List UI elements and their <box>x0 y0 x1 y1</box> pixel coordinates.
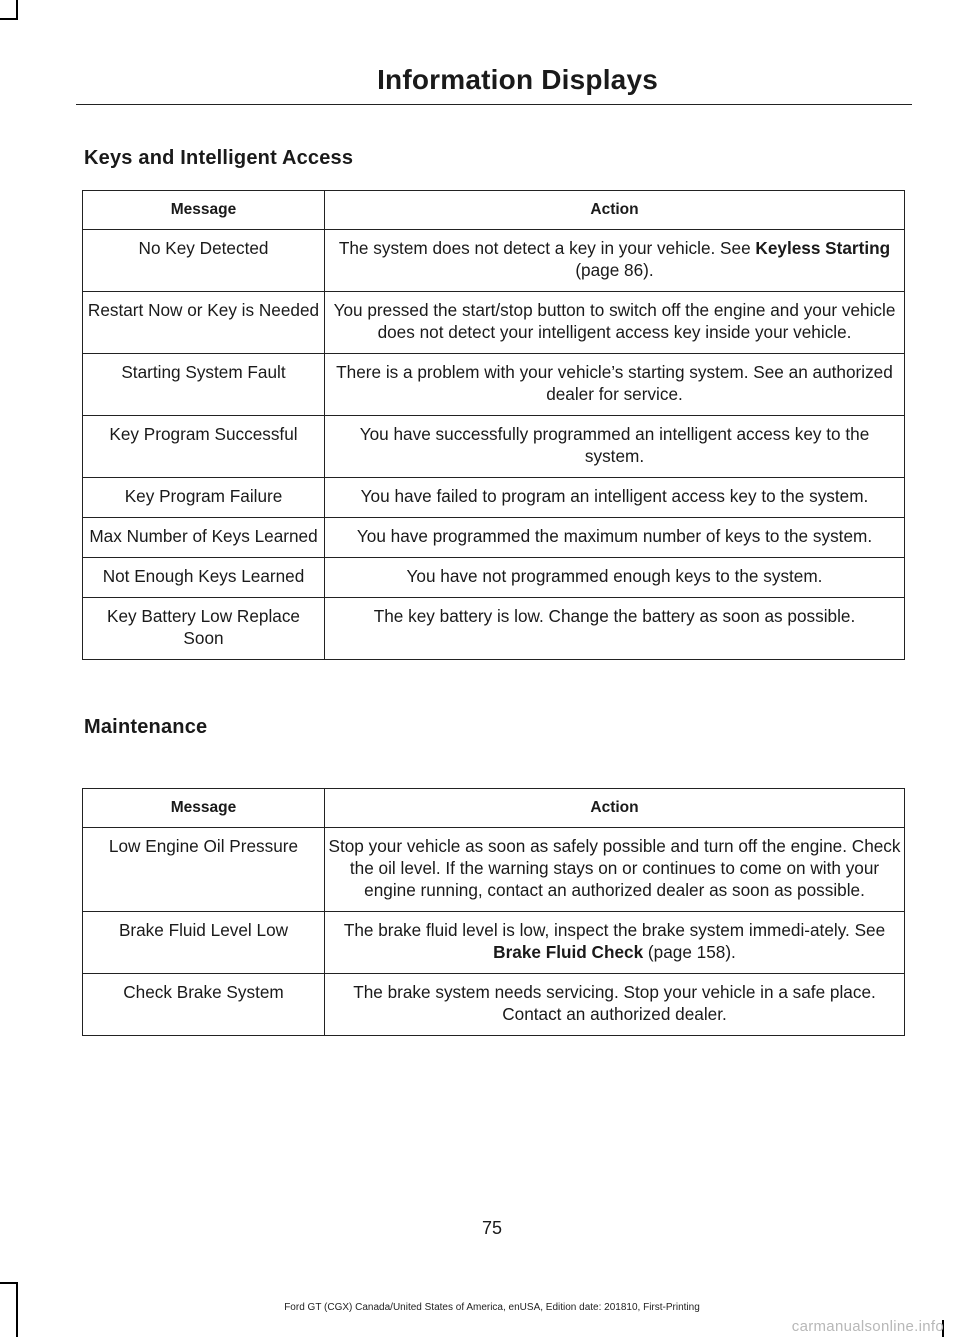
action-cell <box>325 598 905 660</box>
message-cell: Low Engine Oil Pressure <box>83 828 325 912</box>
action-cell <box>325 518 905 558</box>
action-text: You have failed to program an intelligent access key to the system. <box>360 486 869 506</box>
table-row <box>83 598 905 660</box>
table-row <box>83 974 905 1036</box>
message-cell: Restart Now or Key is Needed <box>83 292 325 354</box>
crop-mark-bottom-left-h <box>0 1282 18 1284</box>
table-row <box>83 292 905 354</box>
maintenance-message-table <box>82 788 905 1036</box>
action-cell <box>325 558 905 598</box>
action-cell <box>325 292 905 354</box>
action-text: The brake fluid level is low, inspect the brake system immedi-ately. See <box>343 920 886 940</box>
table-header-row <box>83 191 905 230</box>
message-cell: Key Program Failure <box>83 478 325 518</box>
action-cell <box>325 416 905 478</box>
page-header <box>76 58 912 105</box>
action-text: The brake system needs servicing. Stop your vehicle in a safe place. Contact an authorized dealer. <box>353 982 876 1024</box>
column-header-message: Message <box>83 191 325 230</box>
table-row <box>83 518 905 558</box>
message-cell: Starting System Fault <box>83 354 325 416</box>
message-cell: Not Enough Keys Learned <box>83 558 325 598</box>
cross-reference-link[interactable]: Keyless Starting <box>755 238 891 258</box>
page-reference: (page 158). <box>643 942 736 962</box>
action-text: You have successfully programmed an intelligent access key to the system. <box>359 424 870 466</box>
table-row <box>83 416 905 478</box>
crop-mark-top-left-h <box>0 18 18 20</box>
table-row <box>83 478 905 518</box>
footer-edition-text: Ford GT (CGX) Canada/United States of America, enUSA, Edition date: 201810, First-Printing <box>284 1302 700 1313</box>
action-text: Stop your vehicle as soon as safely possible and turn off the engine. Check the oil level. If the warning stays on or continues to come on with your engine running, contact an authorized dealer as soon as possible. <box>328 836 901 900</box>
section-heading-keys: Keys and Intelligent Access <box>84 147 354 169</box>
page-title: Information Displays <box>377 64 658 95</box>
message-cell: Key Battery Low Replace Soon <box>83 598 325 660</box>
message-cell: Max Number of Keys Learned <box>83 518 325 558</box>
action-text: There is a problem with your vehicle’s starting system. See an authorized dealer for service. <box>336 362 893 404</box>
table-row <box>83 230 905 292</box>
table-row <box>83 828 905 912</box>
action-cell <box>325 912 905 974</box>
column-header-message: Message <box>83 789 325 828</box>
action-text: The system does not detect a key in your vehicle. See <box>338 238 756 258</box>
section-heading-maintenance: Maintenance <box>84 716 208 738</box>
page-reference: (page 86). <box>575 260 654 280</box>
table-row <box>83 558 905 598</box>
message-cell: Check Brake System <box>83 974 325 1036</box>
cross-reference-link[interactable]: Brake Fluid Check <box>493 942 644 962</box>
action-cell <box>325 230 905 292</box>
action-cell <box>325 828 905 912</box>
action-text: You have programmed the maximum number of keys to the system. <box>356 526 873 546</box>
table-row <box>83 912 905 974</box>
message-cell: Key Program Successful <box>83 416 325 478</box>
keys-message-table <box>82 190 905 660</box>
action-text: The key battery is low. Change the battery as soon as possible. <box>373 606 856 626</box>
action-cell <box>325 354 905 416</box>
message-cell: Brake Fluid Level Low <box>83 912 325 974</box>
crop-mark-top-left <box>16 0 18 20</box>
page-number: 75 <box>481 1218 503 1238</box>
column-header-action: Action <box>325 789 905 828</box>
column-header-action: Action <box>325 191 905 230</box>
action-cell <box>325 974 905 1036</box>
watermark: carmanualsonline.info <box>791 1318 944 1335</box>
message-cell: No Key Detected <box>83 230 325 292</box>
action-text: You pressed the start/stop button to switch off the engine and your vehicle does not detect your intelligent access key inside your vehicle. <box>333 300 896 342</box>
action-text: You have not programmed enough keys to the system. <box>406 566 823 586</box>
action-cell <box>325 478 905 518</box>
table-header-row <box>83 789 905 828</box>
table-row <box>83 354 905 416</box>
